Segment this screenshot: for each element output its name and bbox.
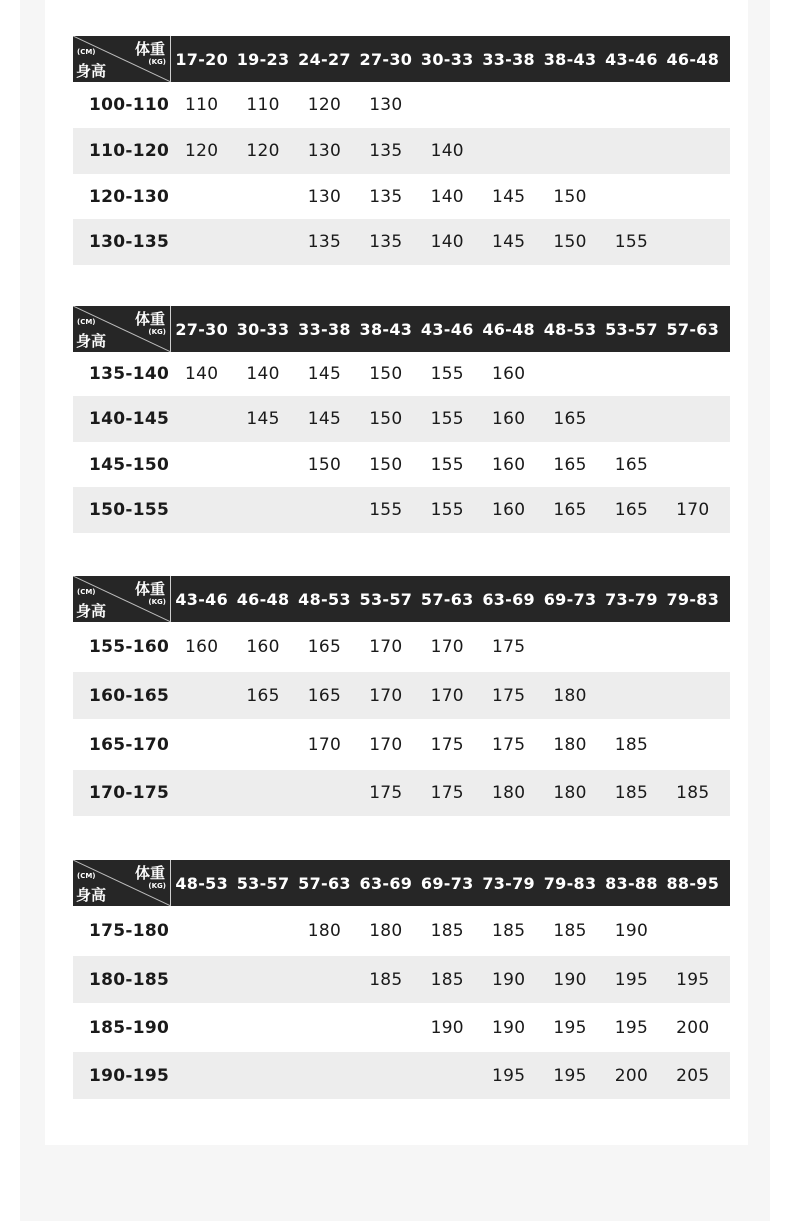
size-value: 170 xyxy=(430,685,464,706)
size-value: 140 xyxy=(185,364,219,384)
size-value: 185 xyxy=(676,783,710,803)
table-row xyxy=(73,622,730,672)
size-value: 120 xyxy=(185,141,219,161)
size-value: 190 xyxy=(553,969,587,990)
height-range-label: 100-110 xyxy=(89,95,170,115)
weight-column-header: 57-63 xyxy=(298,873,351,893)
table-row xyxy=(73,442,730,487)
size-value: 180 xyxy=(553,734,587,755)
corner-height-unit: (CM) xyxy=(77,872,96,880)
size-value: 170 xyxy=(369,637,403,657)
size-value: 165 xyxy=(246,685,280,706)
height-range-label: 145-150 xyxy=(89,454,170,475)
size-value: 180 xyxy=(553,783,587,803)
size-value: 190 xyxy=(614,921,649,941)
corner-height-label: 身高 xyxy=(76,62,107,80)
size-value: 110 xyxy=(246,95,280,115)
height-range-label: 165-170 xyxy=(89,734,170,755)
corner-height-unit: (CM) xyxy=(77,318,96,326)
size-value: 160 xyxy=(491,454,526,475)
corner-weight-label: 体重 xyxy=(134,580,165,598)
size-value: 130 xyxy=(307,186,342,207)
corner-weight-unit: (KG) xyxy=(148,598,166,606)
size-value: 195 xyxy=(491,1065,526,1086)
table-row xyxy=(73,770,730,816)
table-row xyxy=(73,906,730,956)
size-value: 170 xyxy=(369,685,403,706)
table-row xyxy=(73,1003,730,1052)
corner-height-unit: (CM) xyxy=(77,48,96,56)
weight-column-header: 27-30 xyxy=(359,49,413,69)
weight-column-header: 46-48 xyxy=(666,49,720,69)
weight-column-header: 69-73 xyxy=(543,589,597,609)
size-value: 185 xyxy=(553,921,587,941)
size-value: 175 xyxy=(430,734,464,755)
corner-height-label: 身高 xyxy=(76,886,107,904)
size-value: 150 xyxy=(369,364,403,384)
weight-column-header: 63-69 xyxy=(482,589,535,609)
size-table xyxy=(73,860,730,1099)
weight-column-header: 73-79 xyxy=(482,873,535,893)
weight-column-header: 46-48 xyxy=(236,589,290,609)
size-value: 145 xyxy=(246,409,280,429)
table-row xyxy=(73,352,730,396)
size-value: 175 xyxy=(491,685,526,706)
height-range-label: 175-180 xyxy=(89,921,170,941)
size-value: 175 xyxy=(491,734,526,755)
size-value: 195 xyxy=(614,1017,649,1038)
size-value: 130 xyxy=(369,95,403,115)
corner-height-unit: (CM) xyxy=(77,588,96,596)
weight-column-header: 48-53 xyxy=(298,589,351,609)
size-value: 120 xyxy=(246,141,280,161)
weight-column-header: 83-88 xyxy=(605,873,658,893)
size-value: 180 xyxy=(307,921,342,941)
size-value: 165 xyxy=(307,637,342,657)
corner-weight-unit: (KG) xyxy=(148,328,166,336)
size-value: 150 xyxy=(369,454,403,475)
table-row xyxy=(73,174,730,219)
weight-column-header: 24-27 xyxy=(298,49,351,69)
size-value: 135 xyxy=(369,186,403,207)
weight-column-header: 19-23 xyxy=(236,49,290,69)
corner-weight-unit: (KG) xyxy=(148,882,166,890)
size-value: 195 xyxy=(553,1065,587,1086)
weight-column-header: 43-46 xyxy=(420,319,474,339)
size-table xyxy=(73,576,730,816)
size-value: 185 xyxy=(430,969,464,990)
size-value: 155 xyxy=(430,500,464,520)
weight-column-header: 53-57 xyxy=(236,873,290,893)
size-value: 140 xyxy=(430,186,464,207)
height-range-label: 155-160 xyxy=(89,637,170,657)
size-value: 180 xyxy=(491,783,526,803)
size-value: 145 xyxy=(307,364,342,384)
size-value: 195 xyxy=(614,969,649,990)
weight-column-header: 63-69 xyxy=(359,873,413,893)
size-value: 135 xyxy=(369,232,403,252)
size-value: 155 xyxy=(614,232,649,252)
weight-column-header: 17-20 xyxy=(175,49,229,69)
size-value: 140 xyxy=(246,364,280,384)
corner-height-label: 身高 xyxy=(76,332,107,350)
corner-height-label: 身高 xyxy=(76,602,107,620)
table-header xyxy=(73,576,730,622)
size-value: 185 xyxy=(614,783,649,803)
size-value: 185 xyxy=(614,734,649,755)
weight-column-header: 79-83 xyxy=(543,873,597,893)
size-value: 150 xyxy=(307,454,342,475)
size-value: 160 xyxy=(185,637,219,657)
size-value: 140 xyxy=(430,232,464,252)
weight-column-header: 53-57 xyxy=(605,319,658,339)
size-value: 170 xyxy=(676,500,710,520)
size-value: 180 xyxy=(553,685,587,706)
weight-column-header: 43-46 xyxy=(605,49,658,69)
size-value: 150 xyxy=(553,232,587,252)
height-range-label: 140-145 xyxy=(89,409,170,429)
weight-column-header: 73-79 xyxy=(605,589,658,609)
table-row xyxy=(73,219,730,265)
size-value: 165 xyxy=(553,454,587,475)
size-value: 130 xyxy=(307,141,342,161)
corner-cell xyxy=(73,36,171,82)
height-range-label: 185-190 xyxy=(89,1017,170,1038)
size-table xyxy=(73,306,730,533)
table-row xyxy=(73,128,730,174)
table-row xyxy=(73,1052,730,1099)
corner-weight-label: 体重 xyxy=(134,40,165,58)
size-value: 185 xyxy=(491,921,526,941)
weight-column-header: 30-33 xyxy=(236,319,290,339)
size-value: 165 xyxy=(553,409,587,429)
weight-column-header: 46-48 xyxy=(482,319,535,339)
size-value: 145 xyxy=(491,232,526,252)
table-row xyxy=(73,956,730,1003)
weight-column-header: 57-63 xyxy=(666,319,720,339)
corner-weight-unit: (KG) xyxy=(148,58,166,66)
size-value: 195 xyxy=(676,969,710,990)
weight-column-header: 88-95 xyxy=(666,873,720,893)
size-value: 190 xyxy=(430,1017,464,1038)
size-value: 145 xyxy=(307,409,342,429)
size-value: 170 xyxy=(307,734,342,755)
size-value: 110 xyxy=(185,95,219,115)
size-value: 175 xyxy=(430,783,464,803)
size-value: 155 xyxy=(430,409,464,429)
size-value: 165 xyxy=(553,500,587,520)
weight-column-header: 43-46 xyxy=(175,589,229,609)
height-range-label: 130-135 xyxy=(89,232,170,252)
weight-column-header: 48-53 xyxy=(175,873,229,893)
weight-column-header: 53-57 xyxy=(359,589,413,609)
height-range-label: 120-130 xyxy=(89,186,170,207)
size-value: 185 xyxy=(430,921,464,941)
height-range-label: 110-120 xyxy=(89,141,170,161)
size-value: 135 xyxy=(307,232,342,252)
height-range-label: 170-175 xyxy=(89,783,170,803)
size-value: 185 xyxy=(369,969,403,990)
table-row xyxy=(73,82,730,128)
size-value: 140 xyxy=(430,141,464,161)
size-value: 160 xyxy=(491,364,526,384)
size-value: 165 xyxy=(614,500,649,520)
size-value: 175 xyxy=(491,637,526,657)
size-value: 155 xyxy=(369,500,403,520)
table-row xyxy=(73,719,730,770)
corner-cell xyxy=(73,860,171,906)
size-value: 170 xyxy=(430,637,464,657)
size-value: 150 xyxy=(553,186,587,207)
size-value: 150 xyxy=(369,409,403,429)
size-value: 155 xyxy=(430,454,464,475)
size-value: 205 xyxy=(676,1065,710,1086)
size-value: 165 xyxy=(614,454,649,475)
table-row xyxy=(73,487,730,533)
height-range-label: 150-155 xyxy=(89,500,170,520)
corner-weight-label: 体重 xyxy=(134,864,165,882)
weight-column-header: 57-63 xyxy=(420,589,474,609)
table-row xyxy=(73,672,730,719)
size-value: 180 xyxy=(369,921,403,941)
size-value: 155 xyxy=(430,364,464,384)
size-value: 170 xyxy=(369,734,403,755)
size-value: 195 xyxy=(553,1017,587,1038)
table-header xyxy=(73,306,730,352)
size-value: 160 xyxy=(491,409,526,429)
weight-column-header: 69-73 xyxy=(420,873,474,893)
size-table xyxy=(73,36,730,265)
weight-column-header: 38-43 xyxy=(359,319,413,339)
corner-cell xyxy=(73,576,171,622)
weight-column-header: 33-38 xyxy=(482,49,535,69)
size-value: 190 xyxy=(491,1017,526,1038)
height-range-label: 180-185 xyxy=(89,969,170,990)
corner-weight-label: 体重 xyxy=(134,310,165,328)
weight-column-header: 38-43 xyxy=(543,49,597,69)
size-value: 120 xyxy=(307,95,342,115)
weight-column-header: 30-33 xyxy=(420,49,474,69)
weight-column-header: 27-30 xyxy=(175,319,229,339)
weight-column-header: 33-38 xyxy=(298,319,351,339)
size-value: 145 xyxy=(491,186,526,207)
size-value: 200 xyxy=(676,1017,710,1038)
size-value: 165 xyxy=(307,685,342,706)
size-value: 135 xyxy=(369,141,403,161)
height-range-label: 135-140 xyxy=(89,364,170,384)
table-header xyxy=(73,860,730,906)
weight-column-header: 79-83 xyxy=(666,589,720,609)
corner-cell xyxy=(73,306,171,352)
size-value: 200 xyxy=(614,1065,649,1086)
table-header xyxy=(73,36,730,82)
size-value: 160 xyxy=(491,500,526,520)
height-range-label: 190-195 xyxy=(89,1065,170,1086)
table-row xyxy=(73,396,730,442)
weight-column-header: 48-53 xyxy=(543,319,597,339)
size-value: 160 xyxy=(246,637,280,657)
size-value: 175 xyxy=(369,783,403,803)
size-value: 190 xyxy=(491,969,526,990)
height-range-label: 160-165 xyxy=(89,685,170,706)
